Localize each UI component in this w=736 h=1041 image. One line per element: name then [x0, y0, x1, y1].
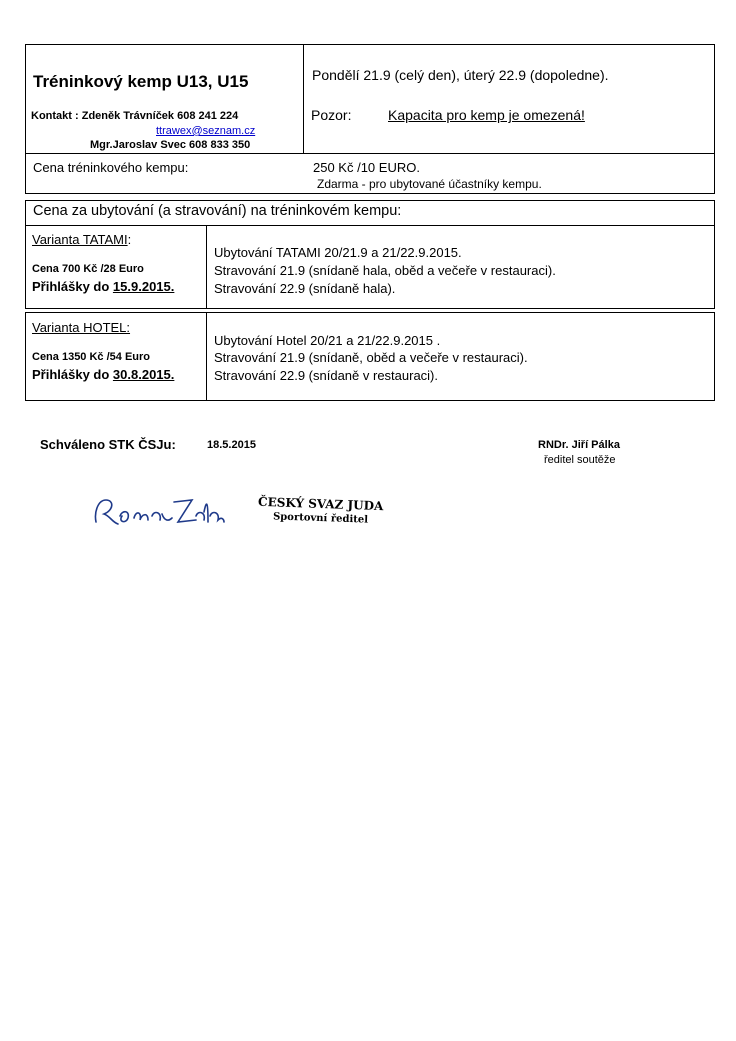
variant-tatami-line-2: Stravování 21.9 (snídaně hala, oběd a večeře v restauraci). — [214, 263, 556, 278]
deadline-date: 15.9.2015. — [112, 279, 175, 294]
contact-line: Kontakt : Zdeněk Trávníček 608 241 224 — [31, 110, 239, 122]
accommodation-heading-divider — [25, 225, 715, 226]
variant-hotel-name: Varianta HOTEL: — [32, 320, 131, 335]
variant-divider-1 — [206, 225, 207, 309]
capacity-warning: Kapacita pro kemp je omezená! — [388, 107, 585, 123]
header-box — [25, 44, 715, 154]
variant-divider-2 — [206, 312, 207, 401]
variant-tatami-name — [32, 232, 131, 247]
price-value: 250 Kč /10 EURO. — [313, 160, 420, 175]
price-label: Cena tréninkového kempu: — [33, 160, 189, 175]
variant-tatami-label: Varianta TATAMI — [32, 232, 128, 247]
variant-hotel-line-2: Stravování 21.9 (snídaně, oběd a večeře v restauraci). — [214, 350, 528, 365]
approved-label: Schváleno STK ČSJu: — [40, 437, 176, 452]
price-free-note: Zdarma - pro ubytované účastníky kempu. — [317, 177, 542, 191]
variant-hotel-price: Cena 1350 Kč /54 Euro — [32, 351, 151, 363]
handwritten-signature — [88, 492, 228, 532]
contact-second: Mgr.Jaroslav Svec 608 833 350 — [90, 139, 251, 151]
variant-tatami-colon: : — [127, 232, 132, 247]
signer-name: RNDr. Jiří Pálka — [538, 439, 620, 451]
variant-tatami-line-3: Stravování 22.9 (snídaně hala). — [214, 281, 396, 296]
stamp-line-2: Sportovní ředitel — [272, 511, 369, 526]
variant-tatami-price: Cena 700 Kč /28 Euro — [32, 263, 144, 275]
deadline-label: Přihlášky do — [32, 367, 113, 382]
variant-tatami-line-1: Ubytování TATAMI 20/21.9 a 21/22.9.2015. — [214, 245, 462, 260]
variant-tatami-deadline — [32, 279, 174, 294]
variant-hotel-line-3: Stravování 22.9 (snídaně v restauraci). — [214, 368, 439, 383]
signer-role: ředitel soutěže — [544, 454, 616, 466]
variant-hotel-deadline — [32, 367, 174, 382]
accommodation-heading: Cena za ubytování (a stravování) na tréninkovém kempu: — [33, 203, 402, 219]
deadline-label: Přihlášky do — [32, 279, 113, 294]
approved-date: 18.5.2015 — [207, 439, 256, 451]
pozor-label: Pozor: — [311, 107, 352, 123]
email-link[interactable]: ttrawex@seznam.cz — [156, 125, 256, 137]
page-title: Tréninkový kemp U13, U15 — [33, 72, 249, 91]
header-divider — [303, 44, 304, 154]
deadline-date: 30.8.2015. — [112, 367, 175, 382]
variant-hotel-line-1: Ubytování Hotel 20/21 a 21/22.9.2015 . — [214, 333, 441, 348]
stamp-line-1: ČESKÝ SVAZ JUDA — [257, 494, 384, 514]
event-dates: Pondělí 21.9 (celý den), úterý 22.9 (dopoledne). — [312, 67, 609, 83]
